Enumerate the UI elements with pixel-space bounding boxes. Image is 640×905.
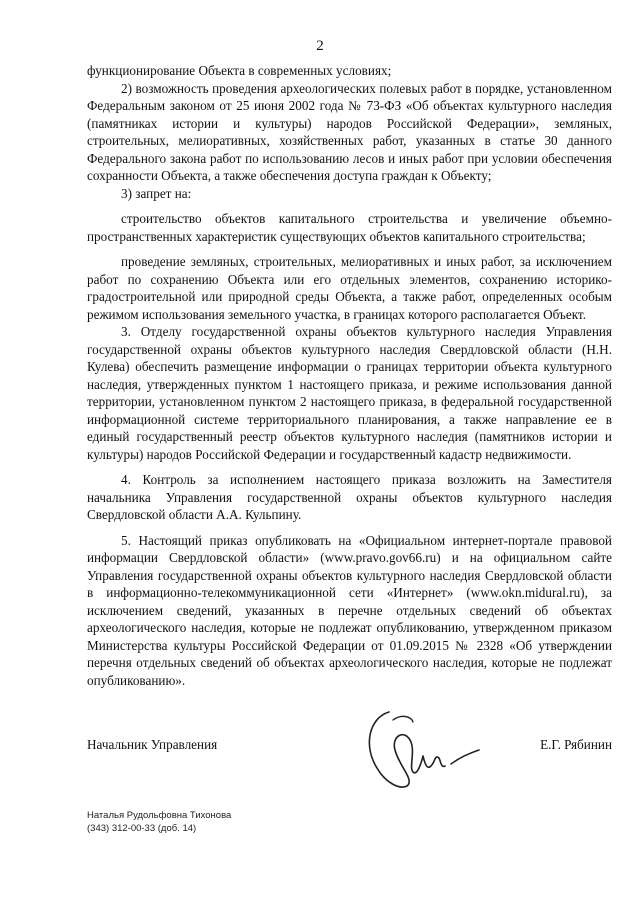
paragraph-item-2: 2) возможность проведения археологических полевых работ в порядке, установленном Федеральным законом от 25 июня 2002 года № 73-ФЗ «Об объектах культурного наследия (памятниках истории и культуры) народов Российской Федерации», земляных, строительных, мелиоративных, хозяйственных работ, указанных в статье 30 данного Федерального закона работ по использованию лесов и иных работ при условии обеспечения сохранности Объекта, а также обеспечения доступа граждан к Объекту; <box>87 80 612 183</box>
executor-info <box>87 809 231 835</box>
paragraph-prohibition-works: проведение земляных, строительных, мелиоративных и иных работ, за исключением работ по сохранению Объекта или его отдельных элементов, сохранению историко-градостроительной или природной среды Объекта, а также работ, определенных особым режимом использования земельного участка, в границах которого располагается Объект. <box>87 254 612 322</box>
paragraph-continuation: функционирование Объекта в современных условиях; <box>87 63 392 78</box>
paragraph-item-3-heading: 3) запрет на: <box>121 185 192 201</box>
document-body <box>87 62 612 689</box>
executor-name: Наталья Рудольфовна Тихонова <box>87 810 232 821</box>
paragraph-point-5: 5. Настоящий приказ опубликовать на «Официальном интернет-портале правовой информации Свердловской области» (www.pravo.gov66.ru) и на официальном сайте Управления государственной охраны объектов культурного наследия Свердловской области в информационно-телекоммуникационной сети «Интернет» (www.okn.midural.ru), за исключением сведений, указанных в перечне отдельных сведений об объектах археологического наследия, которые не подлежат опубликованию, утвержденном приказом Министерства культуры Российской Федерации от 01.09.2015 № 2328 «Об утверждении перечня отдельных сведений об объектах археологического наследия, которые не подлежат опубликованию». <box>87 532 612 688</box>
handwritten-signature <box>355 706 485 796</box>
signatory-title: Начальник Управления <box>87 737 218 752</box>
paragraph-point-4: 4. Контроль за исполнением настоящего приказа возложить на Заместителя начальника Управления государственной охраны объектов культурного наследия Свердловской области А.А. Кульпину. <box>87 472 612 522</box>
signatory-name: Е.Г. Рябинин <box>540 737 612 752</box>
paragraph-prohibition-construction: строительство объектов капитального строительства и увеличение объемно-пространственных характеристик существующих объектов капитального строительства; <box>87 211 612 244</box>
executor-phone: (343) 312-00-33 (доб. 14) <box>87 823 197 834</box>
page-number: 2 <box>316 38 324 54</box>
paragraph-point-3: 3. Отделу государственной охраны объектов культурного наследия Управления государственной охраны объектов культурного наследия Свердловской области (Н.Н. Кулева) обеспечить размещение информации о границах территории объекта культурного наследия, утвержденных пунктом 1 настоящего приказа, и режиме использования данной территории, установленном пунктом 2 настоящего приказа, в федеральной государственной информационной системе территориального планирования, а также направление ее в единый государственный реестр объектов культурного наследия (памятников истории и культуры) народов Российской Федерации и государственный кадастр недвижимости. <box>87 324 612 462</box>
